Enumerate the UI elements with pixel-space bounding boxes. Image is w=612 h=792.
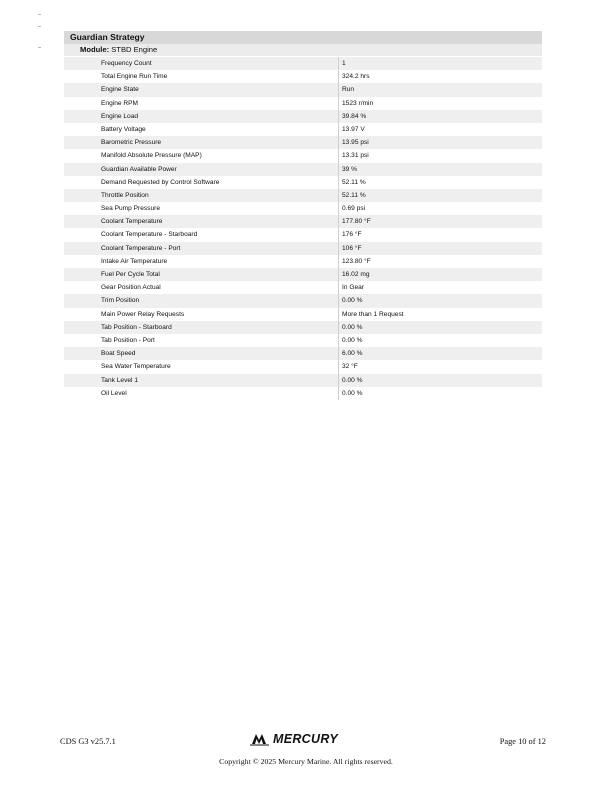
parameter-label: Guardian Available Power — [64, 163, 339, 176]
table-row — [64, 308, 542, 321]
parameter-label: Demand Requested by Control Software — [64, 176, 339, 189]
parameter-label: Tab Position - Starboard — [64, 321, 339, 334]
margin-mark — [38, 14, 41, 15]
parameter-value: 0.00 % — [342, 389, 363, 397]
table-row — [64, 242, 542, 255]
parameter-value: 0.00 % — [342, 376, 363, 384]
parameter-value: 32 °F — [342, 363, 358, 371]
parameter-value: 52.11 % — [342, 191, 366, 199]
table-row — [64, 321, 542, 334]
parameter-label: Intake Air Temperature — [64, 255, 339, 268]
parameter-label: Coolant Temperature - Port — [64, 242, 339, 255]
parameter-label: Total Engine Run Time — [64, 70, 339, 83]
module-row — [64, 44, 542, 56]
parameter-label: Engine RPM — [64, 97, 339, 110]
parameter-label: Tank Level 1 — [64, 374, 339, 387]
parameter-value: 1 — [342, 60, 346, 67]
parameter-value: 52.11 % — [342, 178, 366, 186]
table-row — [64, 387, 542, 400]
parameter-label: Coolant Temperature - Starboard — [64, 228, 339, 241]
table-row — [64, 281, 542, 294]
table-row — [64, 202, 542, 215]
parameter-value: 13.31 psi — [342, 152, 369, 160]
parameter-label: Throttle Position — [64, 189, 339, 202]
table-row — [64, 70, 542, 83]
table-row — [64, 83, 542, 96]
table-row — [64, 136, 542, 149]
table-row — [64, 374, 542, 387]
parameter-value: 123.80 °F — [342, 257, 371, 265]
parameter-value: 39.84 % — [342, 112, 367, 120]
table-row — [64, 149, 542, 162]
parameter-label: Engine Load — [64, 110, 339, 123]
table-row — [64, 294, 542, 307]
parameter-value: 324.2 hrs — [342, 73, 370, 81]
parameter-value: 106 °F — [342, 244, 362, 252]
parameter-label: Coolant Temperature — [64, 215, 339, 228]
parameter-value: 176 °F — [342, 231, 362, 239]
parameter-label: Oil Level — [64, 387, 339, 400]
module-label: Module: — [80, 45, 110, 54]
parameter-value: 39 % — [342, 165, 358, 173]
parameter-label: Main Power Relay Requests — [64, 308, 339, 321]
table-row — [64, 228, 542, 241]
parameter-value: In Gear — [342, 284, 364, 292]
parameter-table — [64, 57, 542, 400]
page-number: Page 10 of 12 — [499, 737, 546, 746]
table-row — [64, 255, 542, 268]
parameter-label: Trim Position — [64, 294, 339, 307]
parameter-value: 0.00 % — [342, 336, 363, 344]
mercury-logo-icon — [249, 732, 271, 746]
table-row — [64, 97, 542, 110]
margin-mark — [38, 26, 41, 27]
parameter-value: More than 1 Request — [342, 310, 404, 318]
table-row — [64, 189, 542, 202]
module-value: STBD Engine — [111, 45, 158, 54]
parameter-label: Barometric Pressure — [64, 136, 339, 149]
parameter-label: Engine State — [64, 83, 339, 96]
table-row — [64, 360, 542, 373]
parameter-value: 6.00 % — [342, 350, 363, 358]
parameter-label: Sea Water Temperature — [64, 360, 339, 373]
parameter-value: 13.95 psi — [342, 139, 369, 147]
table-row — [64, 176, 542, 189]
parameter-label: Gear Position Actual — [64, 281, 339, 294]
margin-mark — [38, 47, 41, 48]
parameter-value: 0.69 psi — [342, 205, 366, 213]
parameter-label: Sea Pump Pressure — [64, 202, 339, 215]
parameter-value: 1523 r/min — [342, 99, 374, 107]
parameter-label: Fuel Per Cycle Total — [64, 268, 339, 281]
table-row — [64, 163, 542, 176]
copyright-notice: Copyright © 2025 Mercury Marine. All rights reserved. — [219, 757, 393, 766]
section-title: Guardian Strategy — [64, 31, 542, 44]
table-row — [64, 347, 542, 360]
table-row — [64, 123, 542, 136]
parameter-value: 177.80 °F — [342, 218, 371, 226]
table-row — [64, 334, 542, 347]
parameter-label: Battery Voltage — [64, 123, 339, 136]
parameter-value: 0.00 % — [342, 323, 363, 331]
mercury-logo — [249, 731, 338, 747]
table-row — [64, 215, 542, 228]
parameter-label: Manifold Absolute Pressure (MAP) — [64, 149, 339, 162]
logo-text: MERCURY — [273, 732, 339, 746]
parameter-label: Boat Speed — [64, 347, 339, 360]
software-version: CDS G3 v25.7.1 — [60, 737, 116, 746]
table-row — [64, 57, 542, 70]
table-row — [64, 110, 542, 123]
parameter-label: Tab Position - Port — [64, 334, 339, 347]
parameter-value: Run — [342, 86, 355, 94]
parameter-label: Frequency Count — [64, 57, 339, 70]
parameter-value: 16.02 mg — [342, 271, 370, 278]
parameter-value: 13.97 V — [342, 125, 365, 133]
table-row — [64, 268, 542, 281]
parameter-value: 0.00 % — [342, 297, 363, 305]
